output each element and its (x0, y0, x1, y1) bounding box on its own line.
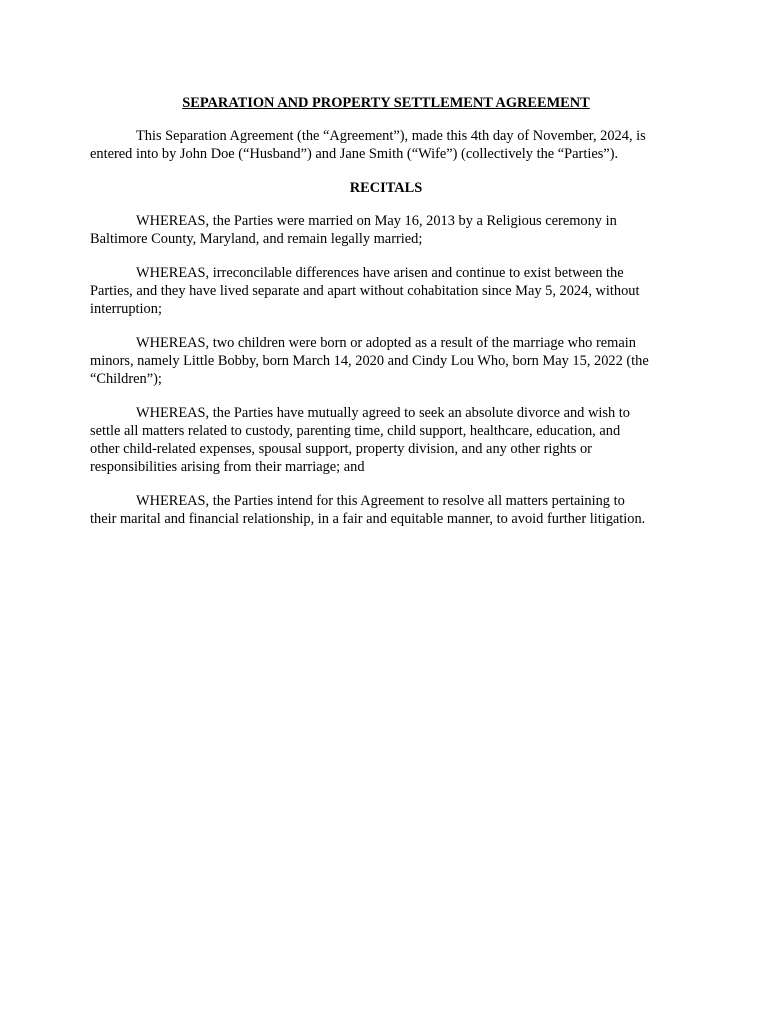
recital-line: WHEREAS, two children were born or adopted as a result of the marriage who remain (136, 335, 636, 351)
recital-line: Parties, and they have lived separate and apart without cohabitation since May 5, 2024, without (90, 283, 640, 299)
recital-line: minors, namely Little Bobby, born March 14, 2020 and Cindy Lou Who, born May 15, 2022 (the (90, 353, 649, 369)
recital-paragraph-4 (90, 404, 682, 476)
recital-paragraph-5 (90, 492, 682, 528)
recital-line: Baltimore County, Maryland, and remain legally married; (90, 231, 423, 247)
recital-paragraph-2 (90, 264, 682, 318)
recital-line: responsibilities arising from their marriage; and (90, 459, 365, 475)
recital-paragraph-3 (90, 334, 682, 388)
intro-paragraph (90, 127, 682, 163)
document-body (90, 94, 682, 544)
recital-line: WHEREAS, irreconcilable differences have arisen and continue to exist between the (136, 265, 624, 281)
recital-paragraph-1 (90, 212, 682, 248)
intro-line: This Separation Agreement (the “Agreement”), made this 4th day of November, 2024, is (136, 128, 646, 144)
recital-line: WHEREAS, the Parties were married on May 16, 2013 by a Religious ceremony in (136, 213, 617, 229)
recital-line: WHEREAS, the Parties intend for this Agreement to resolve all matters pertaining to (136, 493, 625, 509)
recital-line: WHEREAS, the Parties have mutually agreed to seek an absolute divorce and wish to (136, 405, 630, 421)
recital-line: interruption; (90, 301, 162, 317)
recital-line: their marital and financial relationship, in a fair and equitable manner, to avoid further litigation. (90, 511, 646, 527)
recital-line: “Children”); (90, 371, 162, 387)
recital-line: other child-related expenses, spousal support, property division, and any other rights or (90, 441, 592, 457)
document-title: SEPARATION AND PROPERTY SETTLEMENT AGREEMENT (182, 95, 590, 111)
intro-line: entered into by John Doe (“Husband”) and Jane Smith (“Wife”) (collectively the “Parties”). (90, 146, 619, 162)
recitals-heading: RECITALS (349, 180, 423, 196)
recital-line: settle all matters related to custody, parenting time, child support, healthcare, education, and (90, 423, 621, 439)
